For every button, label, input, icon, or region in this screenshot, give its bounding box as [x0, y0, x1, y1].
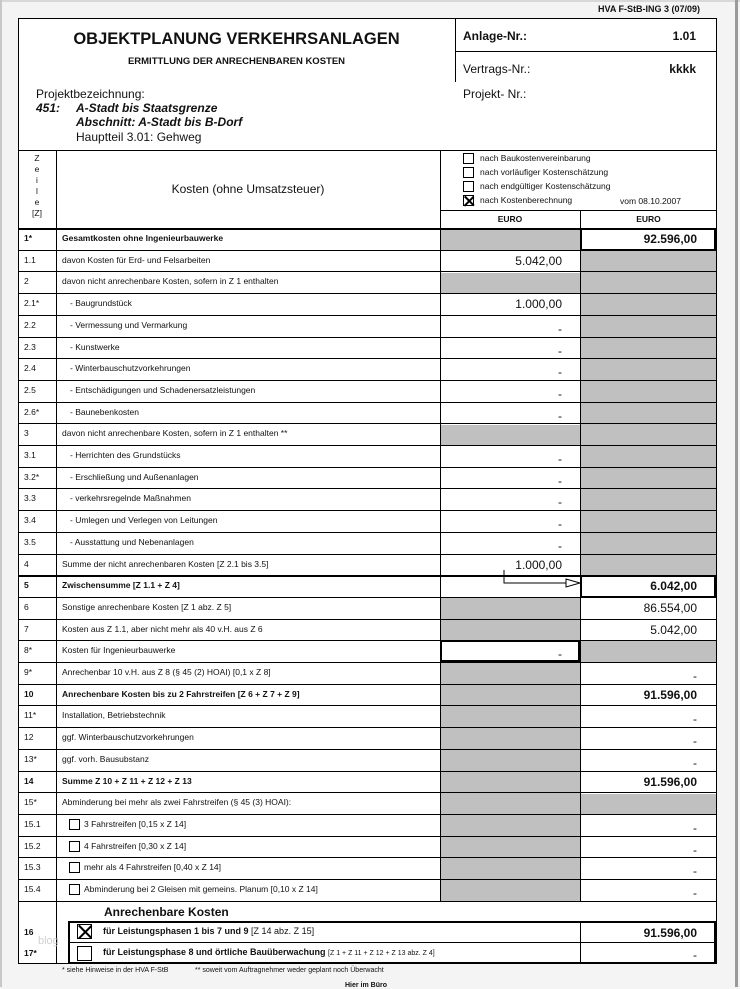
- row-value-col1: 5.042,00: [515, 254, 562, 268]
- row-separator: [18, 662, 717, 663]
- row-number: 3.5: [24, 537, 36, 547]
- row-17-z: 17*: [24, 948, 37, 958]
- row-value-col1: 1.000,00: [515, 297, 562, 311]
- row-value-col2: 92.596,00: [643, 232, 697, 246]
- reduction-checkbox[interactable]: [69, 841, 80, 852]
- row-separator: [18, 684, 717, 685]
- row-separator: [18, 380, 717, 381]
- row-description: - Entschädigungen und Schadenersatzleistungen: [70, 385, 256, 395]
- watermark: blog: [38, 935, 59, 947]
- row-value-col2: -: [693, 821, 697, 835]
- row-value-col2: 91.596,00: [643, 688, 697, 702]
- row-separator: [18, 293, 717, 294]
- row-description: - Winterbauschutzvorkehrungen: [70, 363, 191, 373]
- col-divider-z: [56, 150, 57, 902]
- total-box-row5: [580, 575, 716, 598]
- anlage-value: 1.01: [672, 29, 696, 43]
- row-description: 4 Fahrstreifen [0,30 x Z 14]: [84, 841, 187, 851]
- row-description: davon Kosten für Erd- und Felsarbeiten: [62, 255, 211, 265]
- euro-col1-header: EURO: [497, 214, 523, 224]
- row-16-checkbox[interactable]: [77, 924, 92, 939]
- row-number: 5: [24, 580, 29, 590]
- final-z-divider: [56, 901, 57, 963]
- footnote-1: * siehe Hinweise in der HVA F-StB: [62, 967, 169, 974]
- row-separator: [18, 640, 717, 641]
- row-description: Summe Z 10 + Z 11 + Z 12 + Z 13: [62, 776, 192, 786]
- row-separator: [18, 554, 717, 555]
- row-description: mehr als 4 Fahrstreifen [0,40 x Z 14]: [84, 862, 222, 872]
- row-separator: [18, 749, 717, 750]
- row-number: 1*: [24, 233, 33, 243]
- row-value-col2: 6.042,00: [650, 579, 697, 593]
- gray-col2-rows-1.1-4: [581, 251, 716, 575]
- basis-date: vom 08.10.2007: [620, 196, 681, 206]
- row-value-col2: -: [693, 669, 697, 683]
- row-value-col2: 91.596,00: [643, 775, 697, 789]
- row-description: - Baunebenkosten: [70, 407, 139, 417]
- form-code: HVA F-StB-ING 3 (07/09): [597, 4, 700, 14]
- row-number: 15.2: [24, 841, 41, 851]
- projekt-nr-label: Projekt- Nr.:: [463, 87, 527, 101]
- row-value-col2: -: [693, 886, 697, 900]
- row-separator: [18, 423, 717, 424]
- row-value-col1: -: [558, 344, 562, 358]
- row-separator: [18, 705, 717, 706]
- gray-col2-row8: [581, 641, 716, 662]
- row-number: 15.3: [24, 862, 41, 872]
- row-number: 1.1: [24, 255, 36, 265]
- row-description: - verkehrsregelnde Maßnahmen: [70, 493, 191, 503]
- row-value-col1: -: [558, 387, 562, 401]
- row-17-desc: für Leistungsphase 8 und örtliche Bauüberwachung [Z 1 + Z 11 + Z 12 + Z 13 abz. Z 4]: [103, 947, 435, 957]
- project-name: A-Stadt bis Staatsgrenze: [76, 101, 218, 115]
- row-number: 3.1: [24, 450, 36, 460]
- row-value-col1: 1.000,00: [515, 558, 562, 572]
- row-description: Sonstige anrechenbare Kosten [Z 1 abz. Z 5]: [62, 602, 232, 612]
- page-frame-left: [0, 0, 2, 987]
- row-separator: [18, 532, 717, 533]
- row-number: 2.2: [24, 320, 36, 330]
- row-value-col2: -: [693, 712, 697, 726]
- row-number: 2.5: [24, 385, 36, 395]
- row-separator: [18, 337, 717, 338]
- row-number: 14: [24, 776, 34, 786]
- row-description: Zwischensumme [Z 1.1 + Z 4]: [62, 580, 180, 590]
- euro-header-line: [440, 210, 717, 211]
- page-frame-right: [735, 0, 738, 987]
- input-box-row8: [440, 640, 580, 662]
- row-separator: [18, 315, 717, 316]
- final-section-divider: [18, 901, 717, 902]
- row-number: 3.2*: [24, 472, 40, 482]
- row-separator: [18, 814, 717, 815]
- row-number: 6: [24, 602, 29, 612]
- kosten-header: Kosten (ohne Umsatzsteuer): [171, 182, 325, 196]
- row-separator: [18, 792, 717, 793]
- row-value-col1: -: [558, 495, 562, 509]
- row-value-col1: -: [558, 452, 562, 466]
- row-description: ggf. Winterbauschutzvorkehrungen: [62, 732, 194, 742]
- row-value-col2: -: [693, 734, 697, 748]
- row-description: Anrechenbar 10 v.H. aus Z 8 (§ 45 (2) HOAI) [0,1 x Z 8]: [62, 667, 271, 677]
- reduction-checkbox[interactable]: [69, 862, 80, 873]
- row-separator: [18, 619, 717, 620]
- row-separator: [18, 727, 717, 728]
- row-description: Summe der nicht anrechenbaren Kosten [Z 2.1 bis 3.5]: [62, 559, 269, 569]
- basis-option-label: nach endgültiger Kostenschätzung: [480, 181, 611, 191]
- row-description: Kosten aus Z 1.1, aber nicht mehr als 40 v.H. aus Z 6: [62, 624, 263, 634]
- row-number: 11*: [24, 710, 37, 720]
- row-description: - Kunstwerke: [70, 342, 120, 352]
- row-separator: [18, 836, 717, 837]
- row-value-col1: -: [558, 322, 562, 336]
- basis-option-checkbox[interactable]: [463, 181, 474, 192]
- row-16-z: 16: [24, 927, 34, 937]
- row-value-col1: -: [558, 517, 562, 531]
- footnote-2: ** soweit vom Auftragnehmer weder geplant noch Überwacht: [195, 967, 384, 974]
- basis-option-checkbox[interactable]: [463, 195, 474, 206]
- row-number: 15*: [24, 797, 37, 807]
- row-value-col2: -: [693, 756, 697, 770]
- row-16-value: 91.596,00: [643, 926, 697, 940]
- project-part: Hauptteil 3.01: Gehweg: [76, 130, 202, 144]
- row-number: 3: [24, 428, 29, 438]
- row-description: Abminderung bei 2 Gleisen mit gemeins. Planum [0,10 x Z 14]: [84, 884, 318, 894]
- row-description: ggf. vorh. Bausubstanz: [62, 754, 149, 764]
- row-value-col2: 86.554,00: [643, 601, 697, 615]
- row-separator: [18, 857, 717, 858]
- row-number: 2.6*: [24, 407, 40, 417]
- project-label: Projektbezeichnung:: [36, 87, 145, 101]
- anlage-divider: [455, 51, 717, 52]
- row-number: 2.4: [24, 363, 36, 373]
- gray-col1-row2: [441, 273, 580, 294]
- row-description: Installation, Betriebstechnik: [62, 710, 166, 720]
- document-subtitle: ERMITTLUNG DER ANRECHENBAREN KOSTEN: [127, 56, 346, 67]
- row-number: 12: [24, 732, 34, 742]
- vertrag-label: Vertrags-Nr.:: [463, 62, 531, 76]
- row-number: 3.4: [24, 515, 36, 525]
- row-number: 13*: [24, 754, 37, 764]
- row-description: Anrechenbare Kosten bis zu 2 Fahrstreifen [Z 6 + Z 7 + Z 9]: [62, 689, 300, 699]
- final-value-divider: [580, 921, 581, 964]
- gray-col1-row1: [441, 229, 580, 250]
- row-17-value: -: [693, 948, 697, 962]
- anlage-label: Anlage-Nr.:: [463, 29, 528, 43]
- row-description: - Baugrundstück: [70, 298, 132, 308]
- basis-option-checkbox[interactable]: [463, 167, 474, 178]
- row-description: 3 Fahrstreifen [0,15 x Z 14]: [84, 819, 187, 829]
- row-number: 2: [24, 276, 29, 286]
- zeile-header: Z e i l e [Z]: [32, 153, 42, 218]
- reduction-checkbox[interactable]: [69, 819, 80, 830]
- basis-option-label: nach vorläufiger Kostenschätzung: [480, 167, 609, 177]
- row-description: Gesamtkosten ohne Ingenieurbauwerke: [62, 233, 224, 243]
- row-number: 15.4: [24, 884, 41, 894]
- row-separator: [18, 510, 717, 511]
- basis-option-checkbox[interactable]: [463, 153, 474, 164]
- row-separator: [18, 879, 717, 880]
- row-value-col1: -: [558, 474, 562, 488]
- row-description: - Erschließung und Außenanlagen: [70, 472, 199, 482]
- euro-col2-header: EURO: [636, 214, 661, 224]
- row-description: - Ausstattung und Nebenanlagen: [70, 537, 194, 547]
- row-number: 2.1*: [24, 298, 40, 308]
- row-value-col1: -: [558, 539, 562, 553]
- row-separator: [18, 358, 717, 359]
- row-number: 3.3: [24, 493, 36, 503]
- footnote-cut-off: Hier im Büro: [345, 982, 388, 989]
- gray-col2-row15: [581, 794, 716, 815]
- row-description: - Vermessung und Vermarkung: [70, 320, 188, 330]
- row-number: 4: [24, 559, 29, 569]
- row-separator: [18, 445, 717, 446]
- total-box-row1: [580, 228, 716, 251]
- row-separator: [18, 467, 717, 468]
- row-separator: [18, 771, 717, 772]
- row-value-col1: -: [558, 365, 562, 379]
- row-description: davon nicht anrechenbare Kosten, sofern in Z 1 enthalten: [62, 276, 279, 286]
- basis-option-label: nach Kostenberechnung: [480, 195, 573, 205]
- row-separator: [18, 271, 717, 272]
- arrow-z4-to-z5: [500, 570, 582, 592]
- row-16-desc: für Leistungsphasen 1 bis 7 und 9 [Z 14 abz. Z 15]: [103, 926, 315, 936]
- row-separator: [18, 488, 717, 489]
- row-value-col2: 5.042,00: [650, 623, 697, 637]
- row-description: - Umlegen und Verlegen von Leitungen: [70, 515, 218, 525]
- row-value-col2: -: [693, 843, 697, 857]
- row-number: 9*: [24, 667, 33, 677]
- project-section: Abschnitt: A-Stadt bis B-Dorf: [76, 115, 243, 129]
- row-description: davon nicht anrechenbare Kosten, sofern in Z 1 enthalten **: [62, 428, 288, 438]
- row-number: 15.1: [24, 819, 41, 829]
- basis-option-label: nach Baukostenvereinbarung: [480, 153, 591, 163]
- document-title: OBJEKTPLANUNG VERKEHRSANLAGEN: [73, 30, 400, 48]
- row-number: 8*: [24, 645, 33, 655]
- row-value-col1: -: [558, 409, 562, 423]
- row-description: Kosten für Ingenieurbauwerke: [62, 645, 176, 655]
- reduction-checkbox[interactable]: [69, 884, 80, 895]
- row-value-col2: -: [693, 864, 697, 878]
- page-frame-top: [0, 0, 740, 2]
- project-number: 451:: [36, 101, 61, 115]
- final-row-divider: [68, 942, 716, 943]
- vertrag-value: kkkk: [669, 62, 696, 76]
- row-description: - Herrichten des Grundstücks: [70, 450, 181, 460]
- row-number: 7: [24, 624, 29, 634]
- row-description: Abminderung bei mehr als zwei Fahrstreifen (§ 45 (3) HOAI):: [62, 797, 292, 807]
- final-heading: Anrechenbare Kosten: [104, 905, 229, 919]
- row-number: 10: [24, 689, 34, 699]
- gray-col1-rows-9-15.4: [441, 663, 580, 902]
- row-17-checkbox[interactable]: [77, 946, 92, 961]
- row-number: 2.3: [24, 342, 36, 352]
- row-separator: [18, 402, 717, 403]
- gray-col1-row3: [441, 425, 580, 446]
- row-value-col1[interactable]: -: [558, 647, 562, 661]
